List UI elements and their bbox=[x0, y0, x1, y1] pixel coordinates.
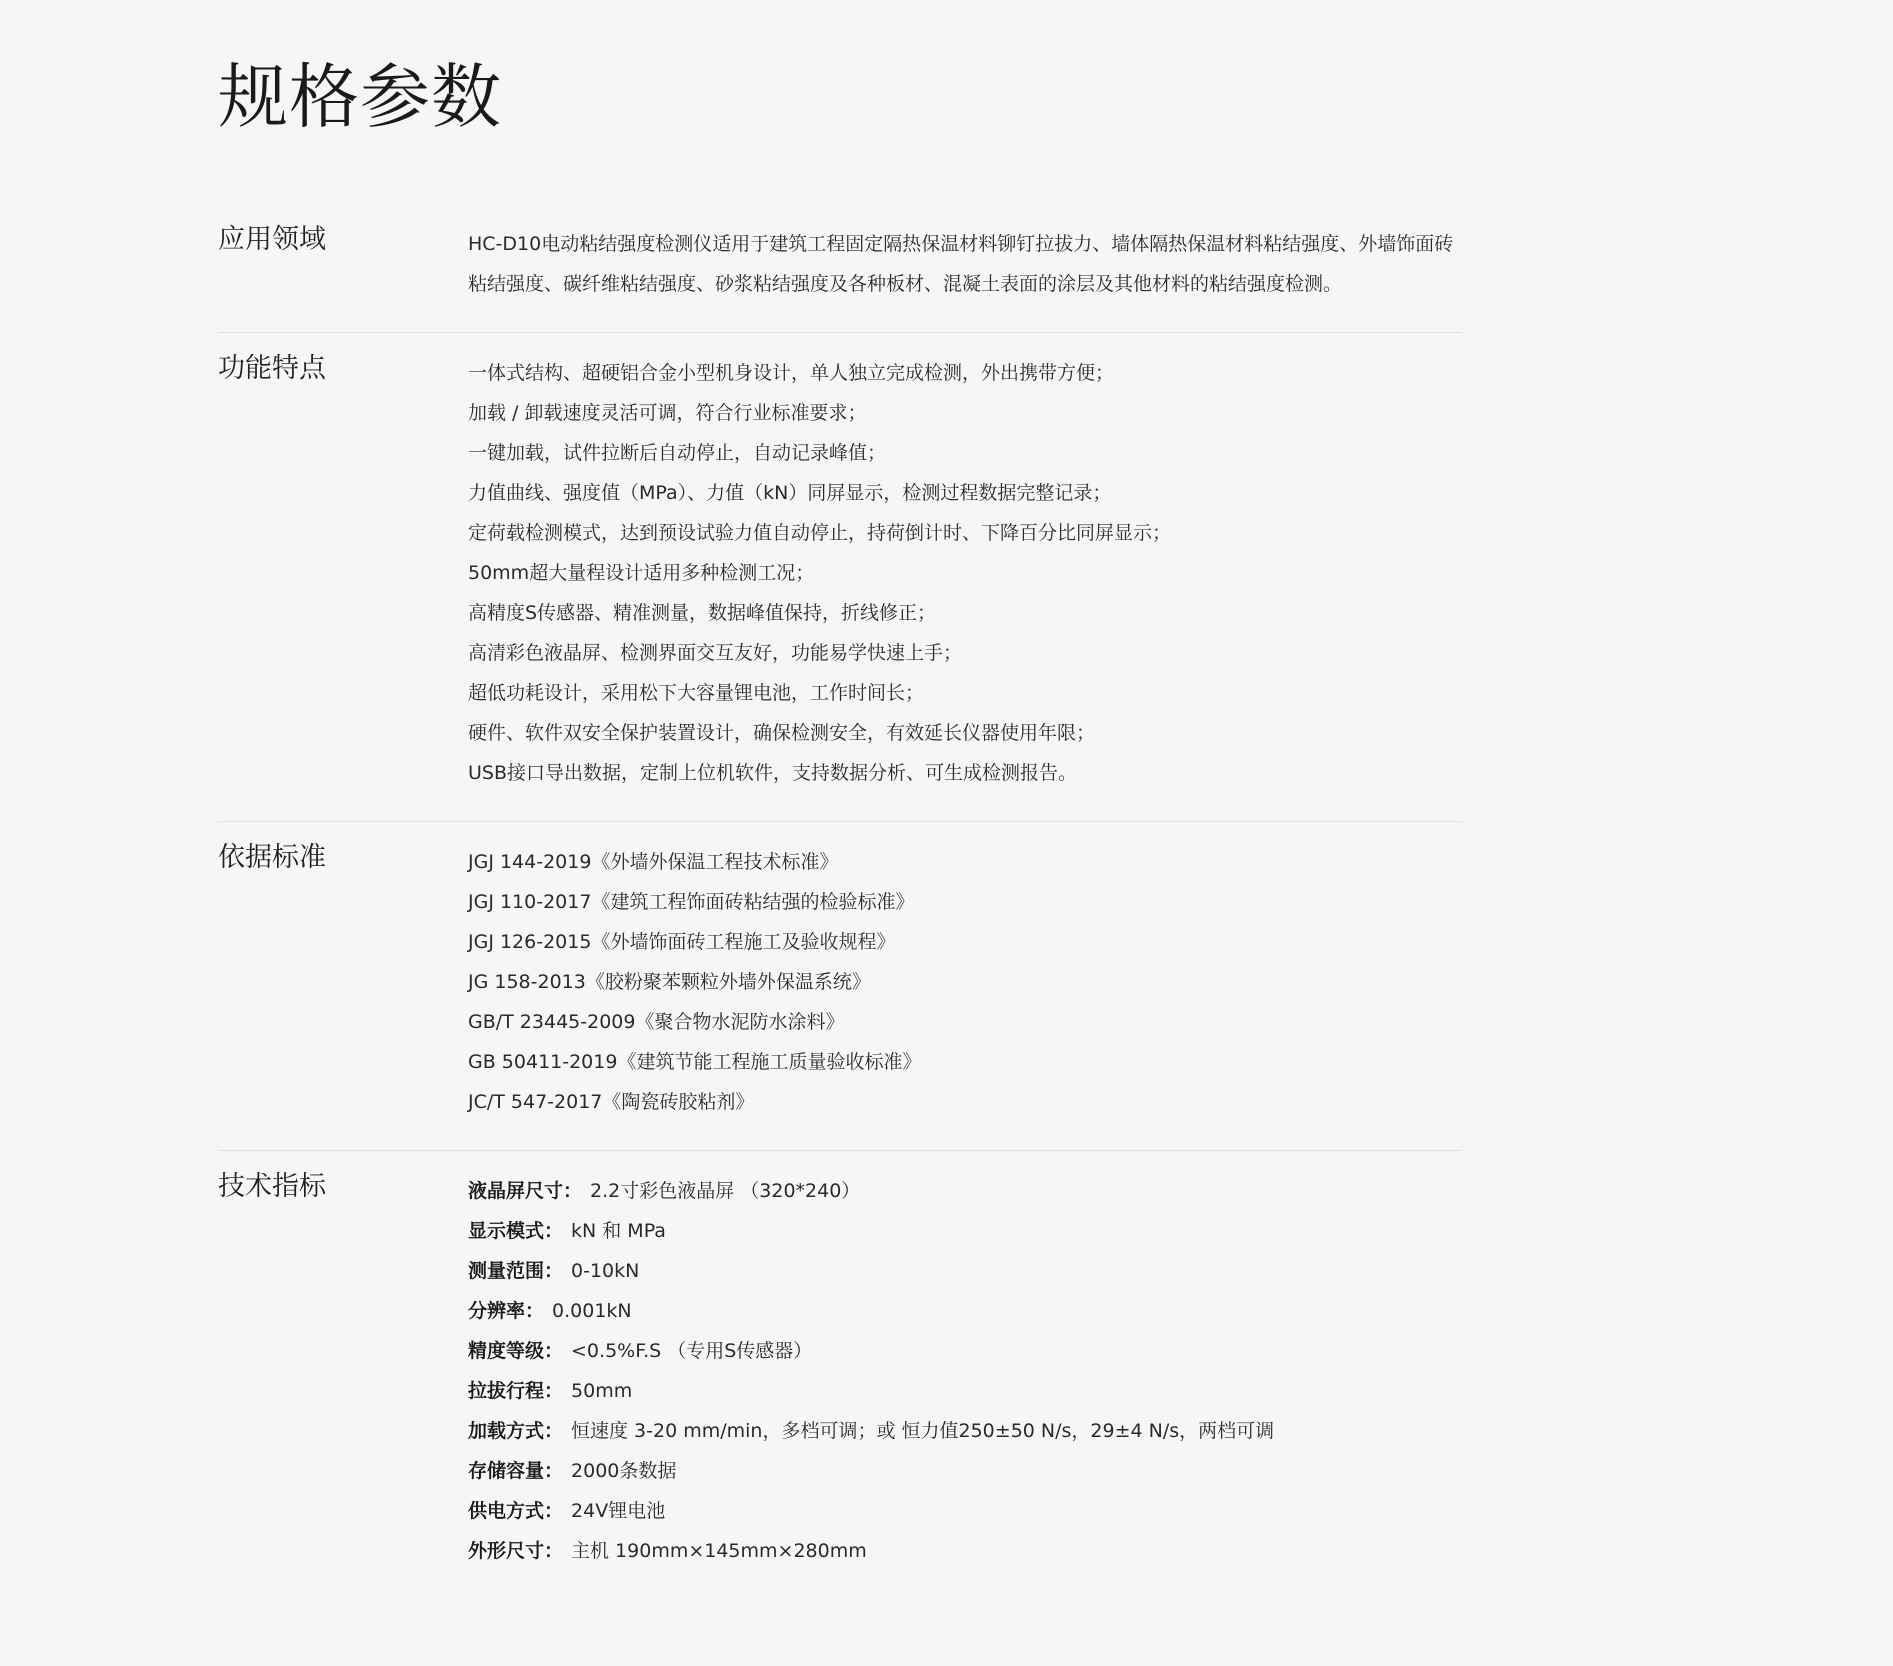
features-list bbox=[468, 353, 1462, 793]
spec-key: 显示模式： bbox=[468, 1220, 564, 1242]
spec-row bbox=[468, 1251, 1462, 1291]
section-standards bbox=[218, 822, 1462, 1151]
section-label-features: 功能特点 bbox=[218, 353, 326, 384]
spec-row bbox=[468, 1491, 1462, 1531]
section-label-specs: 技术指标 bbox=[218, 1171, 326, 1202]
spec-row bbox=[468, 1171, 1462, 1211]
spec-key: 存储容量： bbox=[468, 1460, 564, 1482]
spec-sections bbox=[218, 204, 1462, 1599]
spec-value: <0.5%F.S （专用S传感器） bbox=[571, 1340, 813, 1362]
standards-list bbox=[468, 842, 1462, 1122]
section-body-application bbox=[468, 224, 1462, 304]
feature-item: 高精度S传感器、精准测量，数据峰值保持，折线修正； bbox=[468, 602, 937, 624]
spec-row bbox=[468, 1531, 1462, 1571]
spec-value: kN 和 MPa bbox=[571, 1220, 666, 1242]
standard-item: GB 50411-2019《建筑节能工程施工质量验收标准》 bbox=[468, 1051, 922, 1073]
feature-item: 一键加载，试件拉断后自动停止，自动记录峰值； bbox=[468, 442, 887, 464]
specs-list bbox=[468, 1171, 1462, 1571]
spec-key: 加载方式： bbox=[468, 1420, 564, 1442]
spec-key: 外形尺寸： bbox=[468, 1540, 564, 1562]
spec-key: 测量范围： bbox=[468, 1260, 564, 1282]
spec-key: 供电方式： bbox=[468, 1500, 564, 1522]
standard-item: JC/T 547-2017《陶瓷砖胶粘剂》 bbox=[468, 1091, 755, 1113]
spec-key: 拉拔行程： bbox=[468, 1380, 564, 1402]
spec-key: 液晶屏尺寸： bbox=[468, 1180, 583, 1202]
spec-value: 2000条数据 bbox=[571, 1460, 677, 1482]
spec-row bbox=[468, 1211, 1462, 1251]
section-label-application: 应用领域 bbox=[218, 224, 326, 255]
section-features bbox=[218, 333, 1462, 822]
spec-value: 2.2寸彩色液晶屏 （320*240） bbox=[590, 1180, 861, 1202]
spec-page bbox=[218, 0, 1462, 1599]
spec-row bbox=[468, 1331, 1462, 1371]
spec-value: 0.001kN bbox=[552, 1300, 632, 1322]
standard-item: JGJ 110-2017《建筑工程饰面砖粘结强的检验标准》 bbox=[468, 891, 915, 913]
page-title: 规格参数 bbox=[218, 56, 502, 138]
standard-item: JGJ 126-2015《外墙饰面砖工程施工及验收规程》 bbox=[468, 931, 896, 953]
section-label-standards: 依据标准 bbox=[218, 842, 326, 873]
feature-item: 定荷载检测模式，达到预设试验力值自动停止，持荷倒计时、下降百分比同屏显示； bbox=[468, 522, 1172, 544]
spec-key: 精度等级： bbox=[468, 1340, 564, 1362]
spec-row bbox=[468, 1411, 1462, 1451]
feature-item: 一体式结构、超硬铝合金小型机身设计，单人独立完成检测，外出携带方便； bbox=[468, 362, 1115, 384]
section-specs bbox=[218, 1151, 1462, 1599]
spec-key: 分辨率： bbox=[468, 1300, 545, 1322]
spec-row bbox=[468, 1291, 1462, 1331]
feature-item: 硬件、软件双安全保护装置设计，确保检测安全，有效延长仪器使用年限； bbox=[468, 722, 1096, 744]
feature-item: 力值曲线、强度值（MPa）、力值（kN）同屏显示，检测过程数据完整记录； bbox=[468, 482, 1112, 504]
spec-row bbox=[468, 1451, 1462, 1491]
application-text: HC-D10电动粘结强度检测仪适用于建筑工程固定隔热保温材料铆钉拉拔力、墙体隔热保温材料粘结强度、外墙饰面砖粘结强度、碳纤维粘结强度、砂浆粘结强度及各种板材、混凝土表面的涂层及其他材料的粘结强度检测。 bbox=[468, 233, 1454, 295]
feature-item: 50mm超大量程设计适用多种检测工况； bbox=[468, 562, 815, 584]
spec-value: 主机 190mm×145mm×280mm bbox=[571, 1540, 867, 1562]
feature-item: 超低功耗设计，采用松下大容量锂电池，工作时间长； bbox=[468, 682, 925, 704]
spec-value: 24V锂电池 bbox=[571, 1500, 666, 1522]
spec-value: 恒速度 3-20 mm/min，多档可调；或 恒力值250±50 N/s，29±4 N/s，两档可调 bbox=[571, 1420, 1275, 1442]
section-application bbox=[218, 204, 1462, 333]
feature-item: USB接口导出数据，定制上位机软件，支持数据分析、可生成检测报告。 bbox=[468, 762, 1078, 784]
feature-item: 高清彩色液晶屏、检测界面交互友好，功能易学快速上手； bbox=[468, 642, 963, 664]
spec-row bbox=[468, 1371, 1462, 1411]
standard-item: GB/T 23445-2009《聚合物水泥防水涂料》 bbox=[468, 1011, 845, 1033]
spec-value: 50mm bbox=[571, 1380, 633, 1402]
standard-item: JG 158-2013《胶粉聚苯颗粒外墙外保温系统》 bbox=[468, 971, 871, 993]
standard-item: JGJ 144-2019《外墙外保温工程技术标准》 bbox=[468, 851, 839, 873]
feature-item: 加载 / 卸载速度灵活可调，符合行业标准要求； bbox=[468, 402, 867, 424]
spec-value: 0-10kN bbox=[571, 1260, 640, 1282]
